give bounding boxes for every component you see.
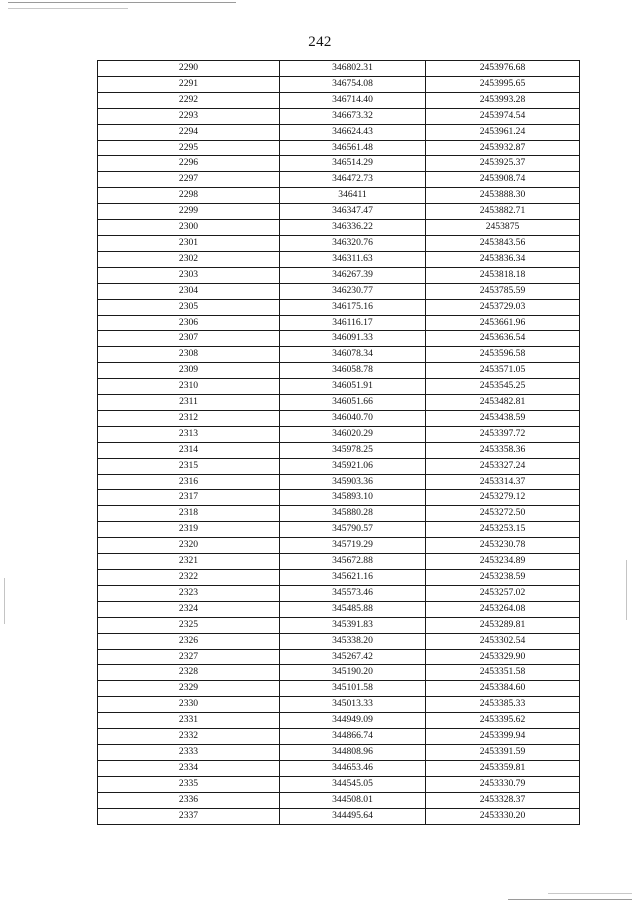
table-row (98, 633, 580, 649)
y-coordinate-cell: 2453351.58 (426, 665, 580, 681)
y-coordinate-cell: 2453729.03 (426, 299, 580, 315)
point-number-cell: 2303 (98, 267, 280, 283)
y-coordinate-cell: 2453329.90 (426, 649, 580, 665)
x-coordinate-cell: 345101.58 (280, 681, 426, 697)
x-coordinate-cell: 344866.74 (280, 729, 426, 745)
y-coordinate-cell: 2453961.24 (426, 124, 580, 140)
x-coordinate-cell: 346311.63 (280, 251, 426, 267)
y-coordinate-cell: 2453976.68 (426, 61, 580, 77)
x-coordinate-cell: 345672.88 (280, 554, 426, 570)
y-coordinate-cell: 2453932.87 (426, 140, 580, 156)
y-coordinate-cell: 2453438.59 (426, 410, 580, 426)
point-number-cell: 2305 (98, 299, 280, 315)
point-number-cell: 2319 (98, 522, 280, 538)
x-coordinate-cell: 344653.46 (280, 760, 426, 776)
table-row (98, 442, 580, 458)
y-coordinate-cell: 2453328.37 (426, 792, 580, 808)
point-number-cell: 2324 (98, 601, 280, 617)
x-coordinate-cell: 346175.16 (280, 299, 426, 315)
x-coordinate-cell: 346714.40 (280, 92, 426, 108)
point-number-cell: 2328 (98, 665, 280, 681)
point-number-cell: 2318 (98, 506, 280, 522)
y-coordinate-cell: 2453384.60 (426, 681, 580, 697)
point-number-cell: 2312 (98, 410, 280, 426)
x-coordinate-cell: 346051.66 (280, 395, 426, 411)
table-row (98, 506, 580, 522)
y-coordinate-cell: 2453385.33 (426, 697, 580, 713)
point-number-cell: 2334 (98, 760, 280, 776)
y-coordinate-cell: 2453836.34 (426, 251, 580, 267)
point-number-cell: 2329 (98, 681, 280, 697)
x-coordinate-cell: 344545.05 (280, 776, 426, 792)
x-coordinate-cell: 344808.96 (280, 744, 426, 760)
point-number-cell: 2311 (98, 395, 280, 411)
x-coordinate-cell: 346078.34 (280, 347, 426, 363)
point-number-cell: 2331 (98, 713, 280, 729)
y-coordinate-cell: 2453257.02 (426, 585, 580, 601)
table-row (98, 585, 580, 601)
y-coordinate-cell: 2453272.50 (426, 506, 580, 522)
y-coordinate-cell: 2453399.94 (426, 729, 580, 745)
table-row (98, 792, 580, 808)
y-coordinate-cell: 2453882.71 (426, 204, 580, 220)
y-coordinate-cell: 2453358.36 (426, 442, 580, 458)
coordinates-table-body (98, 61, 580, 825)
x-coordinate-cell: 345190.20 (280, 665, 426, 681)
x-coordinate-cell: 346040.70 (280, 410, 426, 426)
x-coordinate-cell: 345790.57 (280, 522, 426, 538)
y-coordinate-cell: 2453327.24 (426, 458, 580, 474)
table-row (98, 379, 580, 395)
x-coordinate-cell: 345573.46 (280, 585, 426, 601)
scan-edge-left-mark (4, 578, 5, 624)
y-coordinate-cell: 2453482.81 (426, 395, 580, 411)
point-number-cell: 2330 (98, 697, 280, 713)
table-row (98, 744, 580, 760)
point-number-cell: 2300 (98, 220, 280, 236)
table-row (98, 458, 580, 474)
table-row (98, 188, 580, 204)
table-row (98, 347, 580, 363)
y-coordinate-cell: 2453302.54 (426, 633, 580, 649)
x-coordinate-cell: 346051.91 (280, 379, 426, 395)
point-number-cell: 2301 (98, 235, 280, 251)
table-row (98, 665, 580, 681)
x-coordinate-cell: 345267.42 (280, 649, 426, 665)
x-coordinate-cell: 346267.39 (280, 267, 426, 283)
y-coordinate-cell: 2453279.12 (426, 490, 580, 506)
x-coordinate-cell: 346116.17 (280, 315, 426, 331)
x-coordinate-cell: 345013.33 (280, 697, 426, 713)
point-number-cell: 2304 (98, 283, 280, 299)
y-coordinate-cell: 2453395.62 (426, 713, 580, 729)
point-number-cell: 2326 (98, 633, 280, 649)
x-coordinate-cell: 346673.32 (280, 108, 426, 124)
point-number-cell: 2299 (98, 204, 280, 220)
table-row (98, 124, 580, 140)
y-coordinate-cell: 2453253.15 (426, 522, 580, 538)
y-coordinate-cell: 2453289.81 (426, 617, 580, 633)
table-row (98, 601, 580, 617)
y-coordinate-cell: 2453571.05 (426, 363, 580, 379)
y-coordinate-cell: 2453843.56 (426, 235, 580, 251)
y-coordinate-cell: 2453636.54 (426, 331, 580, 347)
point-number-cell: 2292 (98, 92, 280, 108)
point-number-cell: 2320 (98, 538, 280, 554)
table-row (98, 140, 580, 156)
y-coordinate-cell: 2453330.79 (426, 776, 580, 792)
point-number-cell: 2294 (98, 124, 280, 140)
x-coordinate-cell: 346754.08 (280, 76, 426, 92)
x-coordinate-cell: 345978.25 (280, 442, 426, 458)
table-row (98, 267, 580, 283)
y-coordinate-cell: 2453974.54 (426, 108, 580, 124)
x-coordinate-cell: 346020.29 (280, 426, 426, 442)
table-row (98, 251, 580, 267)
y-coordinate-cell: 2453397.72 (426, 426, 580, 442)
x-coordinate-cell: 345921.06 (280, 458, 426, 474)
table-row (98, 776, 580, 792)
y-coordinate-cell: 2453908.74 (426, 172, 580, 188)
x-coordinate-cell: 346347.47 (280, 204, 426, 220)
x-coordinate-cell: 345485.88 (280, 601, 426, 617)
page-number: 242 (308, 34, 332, 50)
table-row (98, 299, 580, 315)
y-coordinate-cell: 2453995.65 (426, 76, 580, 92)
y-coordinate-cell: 2453391.59 (426, 744, 580, 760)
point-number-cell: 2327 (98, 649, 280, 665)
table-row (98, 681, 580, 697)
point-number-cell: 2313 (98, 426, 280, 442)
x-coordinate-cell: 345880.28 (280, 506, 426, 522)
point-number-cell: 2316 (98, 474, 280, 490)
y-coordinate-cell: 2453661.96 (426, 315, 580, 331)
x-coordinate-cell: 345719.29 (280, 538, 426, 554)
x-coordinate-cell: 346802.31 (280, 61, 426, 77)
x-coordinate-cell: 346230.77 (280, 283, 426, 299)
x-coordinate-cell: 346336.22 (280, 220, 426, 236)
y-coordinate-cell: 2453993.28 (426, 92, 580, 108)
table-row (98, 395, 580, 411)
table-row (98, 76, 580, 92)
table-row (98, 649, 580, 665)
table-row (98, 156, 580, 172)
y-coordinate-cell: 2453875 (426, 220, 580, 236)
scan-edge-right-mark (626, 560, 627, 620)
table-row (98, 92, 580, 108)
table-row (98, 554, 580, 570)
scan-edge-top-left-faint (8, 8, 128, 9)
point-number-cell: 2291 (98, 76, 280, 92)
table-row (98, 490, 580, 506)
x-coordinate-cell: 344495.64 (280, 808, 426, 824)
y-coordinate-cell: 2453238.59 (426, 570, 580, 586)
point-number-cell: 2314 (98, 442, 280, 458)
x-coordinate-cell: 344508.01 (280, 792, 426, 808)
y-coordinate-cell: 2453264.08 (426, 601, 580, 617)
table-row (98, 331, 580, 347)
table-row (98, 617, 580, 633)
scan-edge-bottom-right (508, 899, 632, 900)
x-coordinate-cell: 346561.48 (280, 140, 426, 156)
y-coordinate-cell: 2453230.78 (426, 538, 580, 554)
point-number-cell: 2321 (98, 554, 280, 570)
table-row (98, 760, 580, 776)
y-coordinate-cell: 2453330.20 (426, 808, 580, 824)
point-number-cell: 2337 (98, 808, 280, 824)
point-number-cell: 2315 (98, 458, 280, 474)
x-coordinate-cell: 346514.29 (280, 156, 426, 172)
table-row (98, 204, 580, 220)
table-row (98, 538, 580, 554)
coordinates-table (97, 60, 580, 825)
x-coordinate-cell: 345391.83 (280, 617, 426, 633)
table-row (98, 808, 580, 824)
table-row (98, 172, 580, 188)
x-coordinate-cell: 345903.36 (280, 474, 426, 490)
point-number-cell: 2332 (98, 729, 280, 745)
y-coordinate-cell: 2453888.30 (426, 188, 580, 204)
scan-edge-top-left (8, 2, 236, 3)
table-row (98, 235, 580, 251)
y-coordinate-cell: 2453925.37 (426, 156, 580, 172)
table-row (98, 729, 580, 745)
y-coordinate-cell: 2453359.81 (426, 760, 580, 776)
x-coordinate-cell: 346411 (280, 188, 426, 204)
x-coordinate-cell: 346472.73 (280, 172, 426, 188)
x-coordinate-cell: 346091.33 (280, 331, 426, 347)
point-number-cell: 2307 (98, 331, 280, 347)
table-row (98, 363, 580, 379)
x-coordinate-cell: 346624.43 (280, 124, 426, 140)
point-number-cell: 2333 (98, 744, 280, 760)
table-row (98, 61, 580, 77)
point-number-cell: 2297 (98, 172, 280, 188)
x-coordinate-cell: 345621.16 (280, 570, 426, 586)
table-row (98, 474, 580, 490)
point-number-cell: 2308 (98, 347, 280, 363)
scan-edge-bottom-right-faint (548, 893, 632, 894)
y-coordinate-cell: 2453314.37 (426, 474, 580, 490)
table-row (98, 426, 580, 442)
point-number-cell: 2293 (98, 108, 280, 124)
table-row (98, 315, 580, 331)
x-coordinate-cell: 346058.78 (280, 363, 426, 379)
table-row (98, 697, 580, 713)
y-coordinate-cell: 2453596.58 (426, 347, 580, 363)
x-coordinate-cell: 345338.20 (280, 633, 426, 649)
y-coordinate-cell: 2453545.25 (426, 379, 580, 395)
point-number-cell: 2325 (98, 617, 280, 633)
x-coordinate-cell: 344949.09 (280, 713, 426, 729)
x-coordinate-cell: 345893.10 (280, 490, 426, 506)
point-number-cell: 2295 (98, 140, 280, 156)
table-row (98, 108, 580, 124)
point-number-cell: 2336 (98, 792, 280, 808)
point-number-cell: 2302 (98, 251, 280, 267)
table-row (98, 713, 580, 729)
y-coordinate-cell: 2453785.59 (426, 283, 580, 299)
point-number-cell: 2290 (98, 61, 280, 77)
table-row (98, 522, 580, 538)
point-number-cell: 2306 (98, 315, 280, 331)
point-number-cell: 2323 (98, 585, 280, 601)
table-row (98, 570, 580, 586)
point-number-cell: 2317 (98, 490, 280, 506)
point-number-cell: 2298 (98, 188, 280, 204)
table-row (98, 283, 580, 299)
point-number-cell: 2335 (98, 776, 280, 792)
point-number-cell: 2309 (98, 363, 280, 379)
y-coordinate-cell: 2453234.89 (426, 554, 580, 570)
point-number-cell: 2310 (98, 379, 280, 395)
y-coordinate-cell: 2453818.18 (426, 267, 580, 283)
x-coordinate-cell: 346320.76 (280, 235, 426, 251)
point-number-cell: 2322 (98, 570, 280, 586)
table-row (98, 220, 580, 236)
point-number-cell: 2296 (98, 156, 280, 172)
table-row (98, 410, 580, 426)
